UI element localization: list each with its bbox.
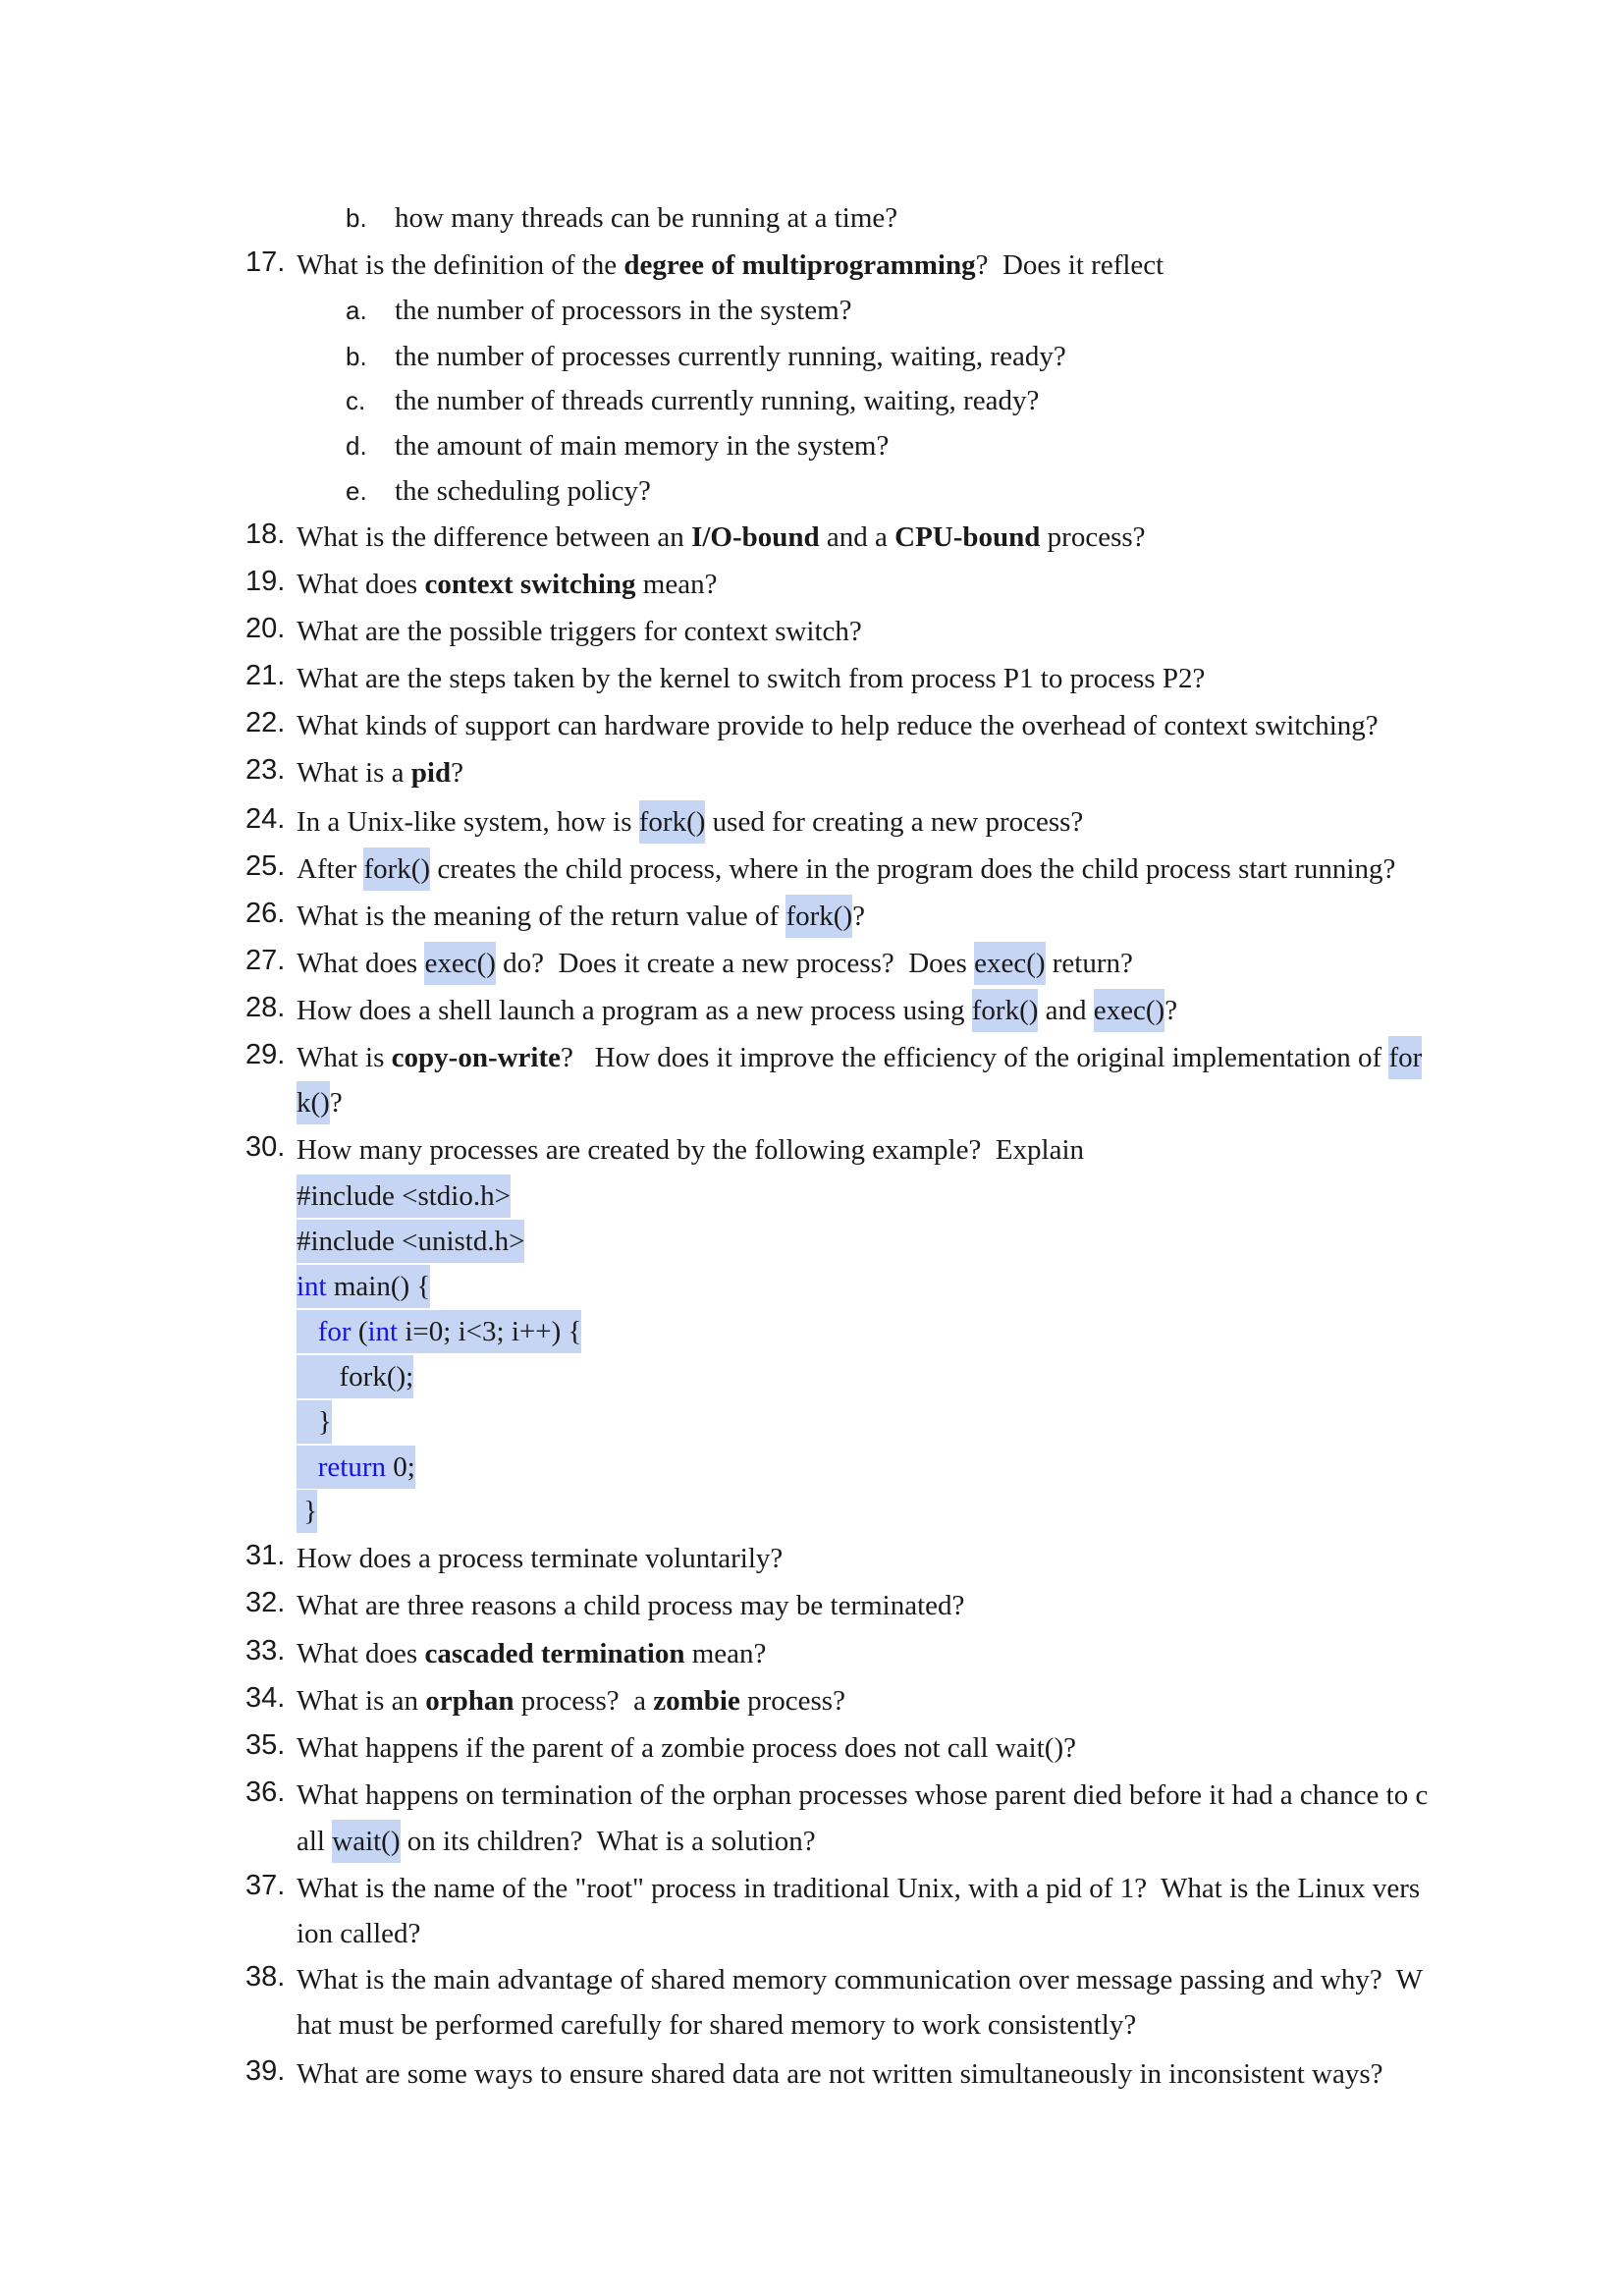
text-segment: ? How does it improve the efficiency of the original implementation of bbox=[561, 1042, 1389, 1073]
text-segment: all bbox=[297, 1826, 333, 1857]
text-segment: process? a bbox=[514, 1685, 654, 1717]
text-segment: do? Does it create a new process? Does bbox=[495, 948, 975, 979]
text-segment: What happens on termination of the orphan processes whose parent died before it had a chance to c bbox=[297, 1779, 1429, 1811]
text-segment: used for creating a new process? bbox=[705, 806, 1084, 838]
question-number: 26. bbox=[245, 898, 286, 929]
text-segment: What are the possible triggers for context switch? bbox=[297, 616, 862, 647]
text-segment: #include <unistd.h> bbox=[297, 1226, 525, 1257]
question-number: 27. bbox=[245, 945, 286, 976]
text-segment: After bbox=[297, 853, 364, 885]
bold-term: I/O-bound bbox=[691, 521, 820, 553]
question-number: 19. bbox=[245, 566, 286, 597]
line-text bbox=[297, 1175, 511, 1218]
line-text bbox=[297, 1446, 415, 1489]
text-segment: In a Unix-like system, how is bbox=[297, 806, 639, 838]
text-segment: What is the definition of the bbox=[297, 249, 624, 281]
line-text bbox=[297, 2052, 1383, 2096]
text-segment: What does bbox=[297, 1638, 425, 1669]
line-text bbox=[297, 1679, 845, 1722]
line-text bbox=[297, 2003, 1136, 2047]
bold-term: degree of multiprogramming bbox=[623, 249, 976, 281]
text-segment bbox=[297, 1451, 318, 1483]
highlighted-code: fork() bbox=[785, 895, 852, 938]
text-segment: What is a bbox=[297, 757, 411, 789]
line-text bbox=[297, 1081, 343, 1124]
line-text bbox=[395, 424, 889, 467]
code-keyword: int bbox=[367, 1316, 399, 1347]
text-segment: What does bbox=[297, 569, 425, 600]
text-segment: 0; bbox=[386, 1451, 415, 1483]
question-number: 35. bbox=[245, 1729, 286, 1761]
highlighted-code: k() bbox=[297, 1081, 330, 1124]
text-segment: mean? bbox=[684, 1638, 767, 1669]
line-text bbox=[297, 751, 463, 794]
question-number: 39. bbox=[245, 2055, 286, 2087]
text-segment: the number of threads currently running, waiting, ready? bbox=[395, 385, 1040, 416]
bold-term: cascaded termination bbox=[424, 1638, 685, 1669]
sub-item-letter: c. bbox=[346, 386, 366, 415]
question-number: 31. bbox=[245, 1540, 286, 1571]
highlighted-code: exec() bbox=[1094, 989, 1164, 1032]
question-number: 25. bbox=[245, 850, 286, 882]
line-text bbox=[297, 1310, 581, 1353]
line-text bbox=[297, 1490, 317, 1533]
text-segment: What does bbox=[297, 948, 425, 979]
line-text bbox=[297, 895, 865, 938]
text-segment: What is the name of the "root" process in traditional Unix, with a pid of 1? What is the Linux vers bbox=[297, 1873, 1421, 1904]
text-segment: What happens if the parent of a zombie process does not call wait()? bbox=[297, 1732, 1076, 1764]
highlighted-code: fork() bbox=[363, 847, 430, 891]
line-text bbox=[395, 469, 651, 513]
question-number: 30. bbox=[245, 1131, 286, 1163]
text-segment: main() { bbox=[326, 1271, 431, 1302]
line-text bbox=[297, 704, 1379, 747]
line-text bbox=[297, 1632, 766, 1675]
text-segment: the scheduling policy? bbox=[395, 475, 651, 507]
code-keyword: return bbox=[317, 1451, 386, 1483]
question-number: 34. bbox=[245, 1682, 286, 1714]
line-text bbox=[297, 657, 1205, 700]
line-text bbox=[395, 379, 1039, 422]
question-number: 37. bbox=[245, 1870, 286, 1901]
text-segment: how many threads can be running at a time? bbox=[395, 202, 898, 234]
text-segment: How many processes are created by the following example? Explain bbox=[297, 1134, 1085, 1166]
line-text bbox=[297, 1128, 1084, 1172]
text-segment: ? bbox=[451, 757, 463, 789]
text-segment: the amount of main memory in the system? bbox=[395, 430, 890, 462]
line-text bbox=[297, 516, 1146, 559]
line-text bbox=[297, 1220, 524, 1263]
line-text bbox=[297, 989, 1177, 1032]
line-text bbox=[297, 1400, 332, 1444]
question-number: 28. bbox=[245, 992, 286, 1023]
line-text bbox=[297, 244, 1164, 287]
bold-term: CPU-bound bbox=[894, 521, 1041, 553]
question-number: 22. bbox=[245, 707, 286, 738]
text-segment: What is bbox=[297, 1042, 392, 1073]
highlighted-code: exec() bbox=[974, 942, 1045, 985]
text-segment: i=0; i<3; i++) { bbox=[398, 1316, 582, 1347]
text-segment: What are three reasons a child process may be terminated? bbox=[297, 1590, 965, 1621]
text-segment: How does a process terminate voluntarily? bbox=[297, 1543, 784, 1574]
line-text bbox=[297, 800, 1083, 844]
line-text bbox=[297, 1036, 1422, 1079]
line-text bbox=[297, 563, 717, 606]
text-segment: ? bbox=[1164, 995, 1178, 1026]
text-segment: mean? bbox=[635, 569, 718, 600]
bold-term: orphan bbox=[425, 1685, 514, 1717]
line-text bbox=[297, 1726, 1076, 1770]
text-segment: on its children? What is a solution? bbox=[400, 1826, 816, 1857]
question-number: 38. bbox=[245, 1961, 286, 1993]
text-segment: ( bbox=[351, 1316, 368, 1347]
question-number: 33. bbox=[245, 1635, 286, 1667]
line-text bbox=[297, 610, 862, 653]
text-segment: and a bbox=[819, 521, 895, 553]
bold-term: pid bbox=[410, 757, 452, 789]
question-number: 21. bbox=[245, 660, 286, 691]
text-segment: the number of processors in the system? bbox=[395, 295, 852, 326]
question-number: 17. bbox=[245, 246, 286, 278]
line-text bbox=[297, 1355, 413, 1398]
text-segment bbox=[297, 1316, 318, 1347]
text-segment: #include <stdio.h> bbox=[297, 1180, 511, 1212]
highlighted-code: exec() bbox=[424, 942, 495, 985]
line-text bbox=[297, 1774, 1428, 1817]
text-segment: How does a shell launch a program as a new process using bbox=[297, 995, 972, 1026]
code-keyword: int bbox=[297, 1271, 327, 1302]
text-segment: What kinds of support can hardware provide to help reduce the overhead of context switching? bbox=[297, 710, 1379, 741]
sub-item-letter: d. bbox=[346, 431, 367, 461]
line-text bbox=[395, 335, 1066, 378]
text-segment: ? bbox=[329, 1087, 343, 1119]
text-segment: } bbox=[297, 1406, 332, 1438]
question-number: 32. bbox=[245, 1587, 286, 1618]
line-text bbox=[297, 1584, 964, 1627]
question-number: 23. bbox=[245, 754, 286, 786]
line-text bbox=[297, 1867, 1420, 1910]
question-number: 18. bbox=[245, 519, 286, 550]
sub-item-letter: a. bbox=[346, 296, 367, 325]
line-text bbox=[297, 1912, 420, 1955]
sub-item-letter: b. bbox=[346, 203, 367, 233]
highlighted-code: for bbox=[1388, 1036, 1422, 1079]
sub-item-letter: e. bbox=[346, 476, 367, 506]
question-number: 36. bbox=[245, 1777, 286, 1808]
question-number: 20. bbox=[245, 613, 286, 644]
text-segment: What is the main advantage of shared memory communication over message passing and why? W bbox=[297, 1964, 1424, 1995]
text-segment: fork(); bbox=[297, 1361, 414, 1393]
bold-term: copy-on-write bbox=[391, 1042, 561, 1073]
text-segment: creates the child process, where in the program does the child process start running? bbox=[430, 853, 1396, 885]
line-text bbox=[297, 1820, 816, 1863]
line-text bbox=[395, 289, 852, 332]
question-number: 24. bbox=[245, 803, 286, 835]
question-number: 29. bbox=[245, 1039, 286, 1070]
sub-item-letter: b. bbox=[346, 342, 367, 371]
line-text bbox=[297, 847, 1395, 891]
line-text bbox=[297, 1537, 783, 1580]
text-segment: What is the difference between an bbox=[297, 521, 692, 553]
text-segment: ion called? bbox=[297, 1918, 421, 1949]
line-text bbox=[395, 196, 897, 240]
highlighted-code: wait() bbox=[332, 1820, 400, 1863]
line-text bbox=[297, 1265, 430, 1308]
text-segment: What is the meaning of the return value of bbox=[297, 901, 786, 932]
bold-term: zombie bbox=[653, 1685, 740, 1717]
text-segment: process? bbox=[1040, 521, 1146, 553]
text-segment: the number of processes currently running, waiting, ready? bbox=[395, 341, 1066, 372]
line-text bbox=[297, 1958, 1423, 2001]
text-segment: What is an bbox=[297, 1685, 426, 1717]
bold-term: context switching bbox=[424, 569, 636, 600]
highlighted-code: fork() bbox=[972, 989, 1039, 1032]
line-text bbox=[297, 942, 1133, 985]
text-segment: process? bbox=[739, 1685, 845, 1717]
text-segment: and bbox=[1038, 995, 1094, 1026]
text-segment: hat must be performed carefully for shared memory to work consistently? bbox=[297, 2009, 1137, 2041]
text-segment: ? Does it reflect bbox=[975, 249, 1164, 281]
text-segment: return? bbox=[1045, 948, 1133, 979]
text-segment: } bbox=[297, 1496, 318, 1527]
highlighted-code: fork() bbox=[639, 800, 706, 844]
text-segment: ? bbox=[852, 901, 865, 932]
text-segment: What are the steps taken by the kernel to switch from process P1 to process P2? bbox=[297, 663, 1206, 694]
code-keyword: for bbox=[317, 1316, 352, 1347]
text-segment: What are some ways to ensure shared data are not written simultaneously in inconsistent ways? bbox=[297, 2058, 1383, 2090]
